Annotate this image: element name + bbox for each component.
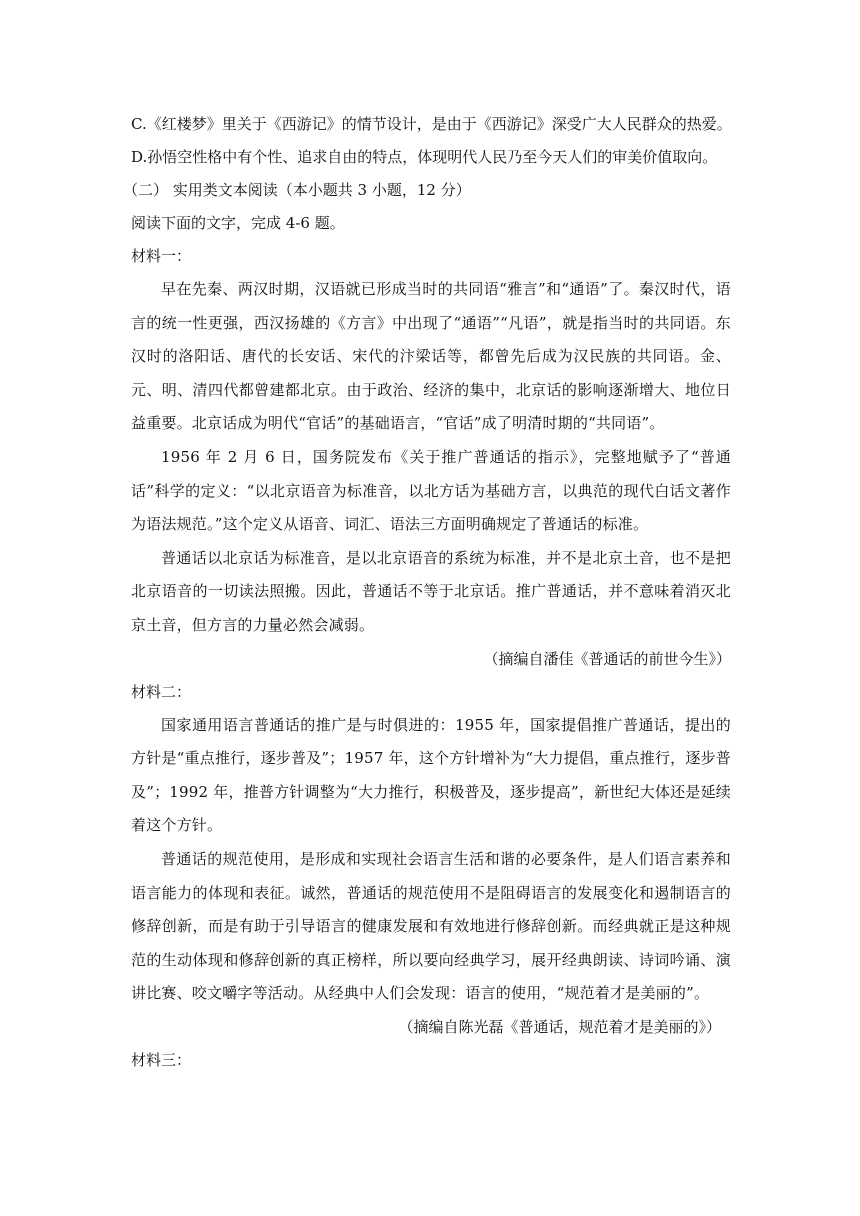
material1-paragraph-1: 早在先秦、两汉时期，汉语就已形成当时的共同语“雅言”和“通语”了。秦汉时代，语言的统一性更强，西汉扬雄的《方言》中出现了“通语”“凡语”，就是指当时的共同语。东汉时的洛阳话、唐代的长安话、宋代的汴梁话等，都曾先后成为汉民族的共同语。金、元、明、清四代都曾建都北京。由于政治、经济的集中，北京话的影响逐渐增大、地位日益重要。北京话成为明代“官话”的基础语言，“官话”成了明清时期的“共同语”。	[131, 280, 731, 433]
material1-label: 材料一：	[131, 247, 192, 265]
document-body	[123, 108, 732, 1077]
material1-paragraph-2: 1956 年 2 月 6 日，国务院发布《关于推广普通话的指示》，完整地赋予了“普通话”科学的定义：“以北京语音为标准音，以北方话为基础方言，以典范的现代白话文著作为语法规范。”这个定义从语音、词汇、语法三方面明确规定了普通话的标准。	[131, 447, 731, 534]
option-c: C.《红楼梦》里关于《西游记》的情节设计，是由于《西游记》深受广大人民群众的热爱。	[131, 115, 732, 133]
material1-paragraph-3: 普通话以北京话为标准音，是以北京语音的系统为标准，并不是北京土音，也不是把北京语音的一切读法照搬。因此，普通话不等于北京话。推广普通话，并不意味着消灭北京土音，但方言的力量必然会减弱。	[131, 548, 731, 634]
material1-source: （摘编自潘佳《普通话的前世今生》）	[483, 649, 731, 668]
option-d: D.孙悟空性格中有个性、追求自由的特点，体现明代人民乃至今天人们的审美价值取向。	[131, 148, 718, 166]
material2-source: （摘编自陈光磊《普通话，规范着才是美丽的》）	[398, 1017, 721, 1036]
section-instruction: 阅读下面的文字，完成 4-6 题。	[131, 214, 345, 232]
material2-paragraph-2: 普通话的规范使用，是形成和实现社会语言生活和谐的必要条件，是人们语言素养和语言能力的体现和表征。诚然，普通话的规范使用不是阻碍语言的发展变化和遏制语言的修辞创新，而是有助于引导语言的健康发展和有效地进行修辞创新。而经典就正是这种规范的生动体现和修辞创新的真正榜样，所以要向经典学习，展开经典朗读、诗词吟诵、演讲比赛、咬文嚼字等活动。从经典中人们会发现：语言的使用，“规范着才是美丽的”。	[131, 849, 731, 1003]
section-heading: （二） 实用类文本阅读（本小题共 3 小题，12 分）	[123, 181, 471, 199]
material2-paragraph-1: 国家通用语言普通话的推广是与时俱进的：1955 年，国家提倡推广普通话，提出的方针是“重点推行，逐步普及”；1957 年，这个方针增补为“大力提倡，重点推行，逐步普及”；1992 年，推普方针调整为“大力推行，积极普及，逐步提高”，新世纪大体还是延续着这个方针。	[131, 715, 731, 835]
material2-label: 材料二：	[131, 682, 192, 701]
material3-label: 材料三：	[131, 1050, 192, 1069]
